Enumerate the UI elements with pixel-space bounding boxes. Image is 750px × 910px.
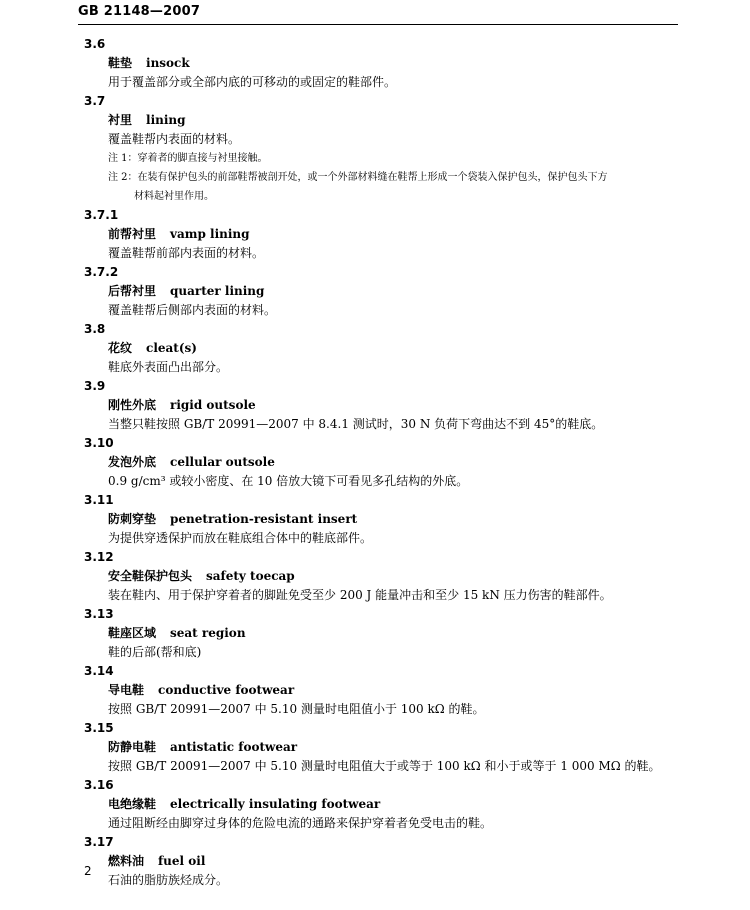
term [108, 339, 678, 358]
term [108, 624, 678, 643]
entry-3-7-1 [78, 206, 678, 263]
clause-number: 3.13 [84, 607, 114, 621]
term-en: insock [146, 56, 190, 70]
clause-number: 3.8 [84, 322, 106, 336]
definition: 按照 GB/T 20091—2007 中 5.10 测量时电阻值大于或等于 100 kΩ 和小于或等于 1 000 MΩ 的鞋。 [108, 759, 661, 773]
entry-3-14 [78, 662, 678, 719]
definition: 0.9 g/cm³ 或较小密度、在 10 倍放大镜下可看见多孔结构的外底。 [108, 474, 469, 488]
clause-number: 3.6 [84, 37, 106, 51]
clause-number: 3.12 [84, 550, 114, 564]
term [108, 54, 678, 73]
term [108, 225, 678, 244]
term-en: conductive footwear [158, 683, 295, 697]
term-en: lining [146, 113, 186, 127]
clause-number: 3.11 [84, 493, 114, 507]
clause-number: 3.16 [84, 778, 114, 792]
term-en: cleat(s) [146, 341, 197, 355]
term-en: cellular outsole [170, 455, 275, 469]
term [108, 795, 678, 814]
entry-3-7 [78, 92, 678, 206]
clause-number: 3.17 [84, 835, 114, 849]
entry-3-15 [78, 719, 678, 776]
term-en: fuel oil [158, 854, 206, 868]
page-number: 2 [84, 864, 92, 878]
term-en: penetration-resistant insert [170, 512, 358, 526]
term-zh: 前帮衬里 [108, 227, 157, 241]
term [108, 852, 678, 871]
term-zh: 花纹 [108, 341, 133, 355]
term [108, 681, 678, 700]
definition: 鞋底外表面凸出部分。 [108, 360, 229, 374]
definition: 覆盖鞋帮前部内表面的材料。 [108, 246, 265, 260]
term [108, 111, 678, 130]
term-zh: 鞋座区域 [108, 626, 157, 640]
entry-3-11 [78, 491, 678, 548]
term-zh: 防刺穿垫 [108, 512, 157, 526]
term-en: electrically insulating footwear [170, 797, 381, 811]
entry-3-16 [78, 776, 678, 833]
term-en: seat region [170, 626, 246, 640]
clause-number: 3.15 [84, 721, 114, 735]
clause-number: 3.14 [84, 664, 114, 678]
header-rule [78, 24, 678, 25]
document-body [78, 35, 678, 890]
note-2-continued: 材料起衬里作用。 [134, 191, 214, 202]
term [108, 453, 678, 472]
entry-3-9 [78, 377, 678, 434]
entry-3-7-2 [78, 263, 678, 320]
term-en: rigid outsole [170, 398, 256, 412]
term-zh: 防静电鞋 [108, 740, 157, 754]
entry-3-12 [78, 548, 678, 605]
definition: 为提供穿透保护而放在鞋底组合体中的鞋底部件。 [108, 531, 373, 545]
definition: 通过阻断经由脚穿过身体的危险电流的通路来保护穿着者免受电击的鞋。 [108, 816, 493, 830]
term-zh: 安全鞋保护包头 [108, 569, 193, 583]
term-zh: 导电鞋 [108, 683, 145, 697]
entry-3-10 [78, 434, 678, 491]
note-2: 注 2：在装有保护包头的前部鞋帮被剖开处，或一个外部材料缝在鞋帮上形成一个袋装入保护包头，保护包头下方 [108, 172, 608, 183]
entry-3-6 [78, 35, 678, 92]
term-en: vamp lining [170, 227, 250, 241]
document-header: GB 21148—2007 [78, 4, 201, 19]
definition: 当整只鞋按照 GB/T 20991—2007 中 8.4.1 测试时，30 N 负荷下弯曲达不到 45°的鞋底。 [108, 417, 604, 431]
entry-3-8 [78, 320, 678, 377]
clause-number: 3.7.1 [84, 208, 119, 222]
definition: 装在鞋内、用于保护穿着者的脚趾免受至少 200 J 能量冲击和至少 15 kN 压力伤害的鞋部件。 [108, 588, 612, 602]
definition: 用于覆盖部分或全部内底的可移动的或固定的鞋部件。 [108, 75, 397, 89]
entry-3-17 [78, 833, 678, 890]
term [108, 567, 678, 586]
clause-number: 3.9 [84, 379, 106, 393]
term-zh: 刚性外底 [108, 398, 157, 412]
term [108, 396, 678, 415]
note-1: 注 1：穿着者的脚直接与衬里接触。 [108, 153, 268, 164]
clause-number: 3.10 [84, 436, 114, 450]
definition: 覆盖鞋帮后侧部内表面的材料。 [108, 303, 277, 317]
term-en: safety toecap [206, 569, 295, 583]
term-en: antistatic footwear [170, 740, 298, 754]
term-zh: 后帮衬里 [108, 284, 157, 298]
term-zh: 电绝缘鞋 [108, 797, 157, 811]
term-zh: 燃料油 [108, 854, 145, 868]
definition: 覆盖鞋帮内表面的材料。 [108, 132, 241, 146]
term-zh: 鞋垫 [108, 56, 133, 70]
term-zh: 发泡外底 [108, 455, 157, 469]
entry-3-13 [78, 605, 678, 662]
clause-number: 3.7.2 [84, 265, 119, 279]
clause-number: 3.7 [84, 94, 106, 108]
definition: 按照 GB/T 20991—2007 中 5.10 测量时电阻值小于 100 kΩ 的鞋。 [108, 702, 485, 716]
term [108, 738, 678, 757]
term [108, 282, 678, 301]
term-zh: 衬里 [108, 113, 133, 127]
definition: 鞋的后部(帮和底) [108, 645, 202, 659]
term-en: quarter lining [170, 284, 265, 298]
term [108, 510, 678, 529]
definition: 石油的脂肪族烃成分。 [108, 873, 229, 887]
